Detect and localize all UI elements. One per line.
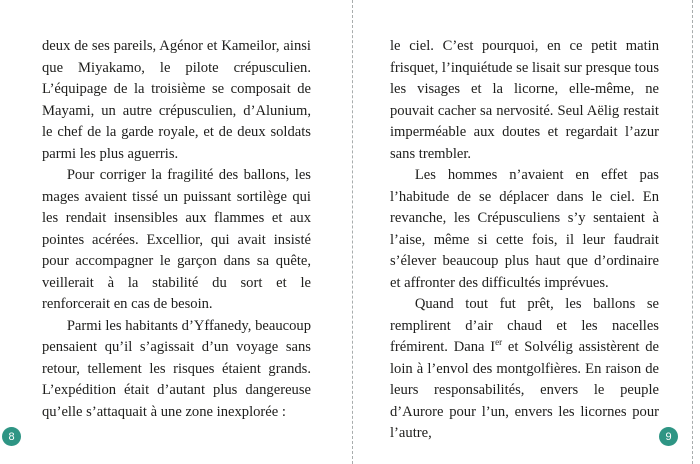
page-number-right: 9 — [659, 427, 678, 446]
page-left-text — [42, 36, 311, 423]
ordinal-superscript: er — [495, 337, 503, 348]
paragraph: Les hommes n’avaient en effet pas l’habitude de se déplacer dans le ciel. En revanche, les Crépusculiens s’y sentaient à l’aise, même si cette fois, il leur faudrait s’élever beaucoup plus haut que d’ordinaire et affronter des difficultés imprévues. — [390, 167, 659, 291]
page-right — [353, 0, 700, 464]
paragraph — [390, 294, 659, 445]
trim-line-right — [692, 0, 693, 464]
paragraph: le ciel. C’est pourquoi, en ce petit matin frisquet, l’inquiétude se lisait sur presque tous les visages et la licorne, elle-même, ne pouvait cacher sa nervosité. Seul Aëlig restait imperméable aux doutes et regardait l’azur sans trembler. — [390, 38, 659, 162]
paragraph: Pour corriger la fragilité des ballons, les mages avaient tissé un puissant sortilège qui les rendait insensibles aux flammes et aux pointes acérées. Excellior, qui avait insisté pour accompagner le garçon dans sa quête, veillerait à la stabilité du sort et le renforcerait en cas de besoin. — [42, 167, 311, 312]
paragraph: deux de ses pareils, Agénor et Kameilor, ainsi que Miyakamo, le pilote crépusculien. L’équipage de la troisième se composait de Mayami, un autre crépusculien, d’Alunium, le chef de la garde royale, et de deux soldats parmi les plus aguerris. — [42, 38, 311, 162]
page-right-text — [390, 36, 659, 445]
paragraph-text: et Solvélig assistèrent de loin à l’envol des montgolfières. En raison de leurs responsabilités, envers le peuple d’Aurore pour l’un, envers les licornes pour l’autre, — [390, 339, 660, 441]
paragraph-text: Quand tout fut prêt, les ballons se remplirent d’air chaud et les nacelles frémirent. Dana I — [390, 296, 659, 355]
paragraph: Parmi les habitants d’Yffanedy, beaucoup pensaient qu’il s’agissait d’un voyage sans retour, tellement les risques étaient grands. L’expédition était d’autant plus dangereuse qu’elle s’attaquait à une zone inexplorée : — [42, 317, 311, 420]
fold-line-center — [352, 0, 353, 464]
page-number-left: 8 — [2, 427, 21, 446]
